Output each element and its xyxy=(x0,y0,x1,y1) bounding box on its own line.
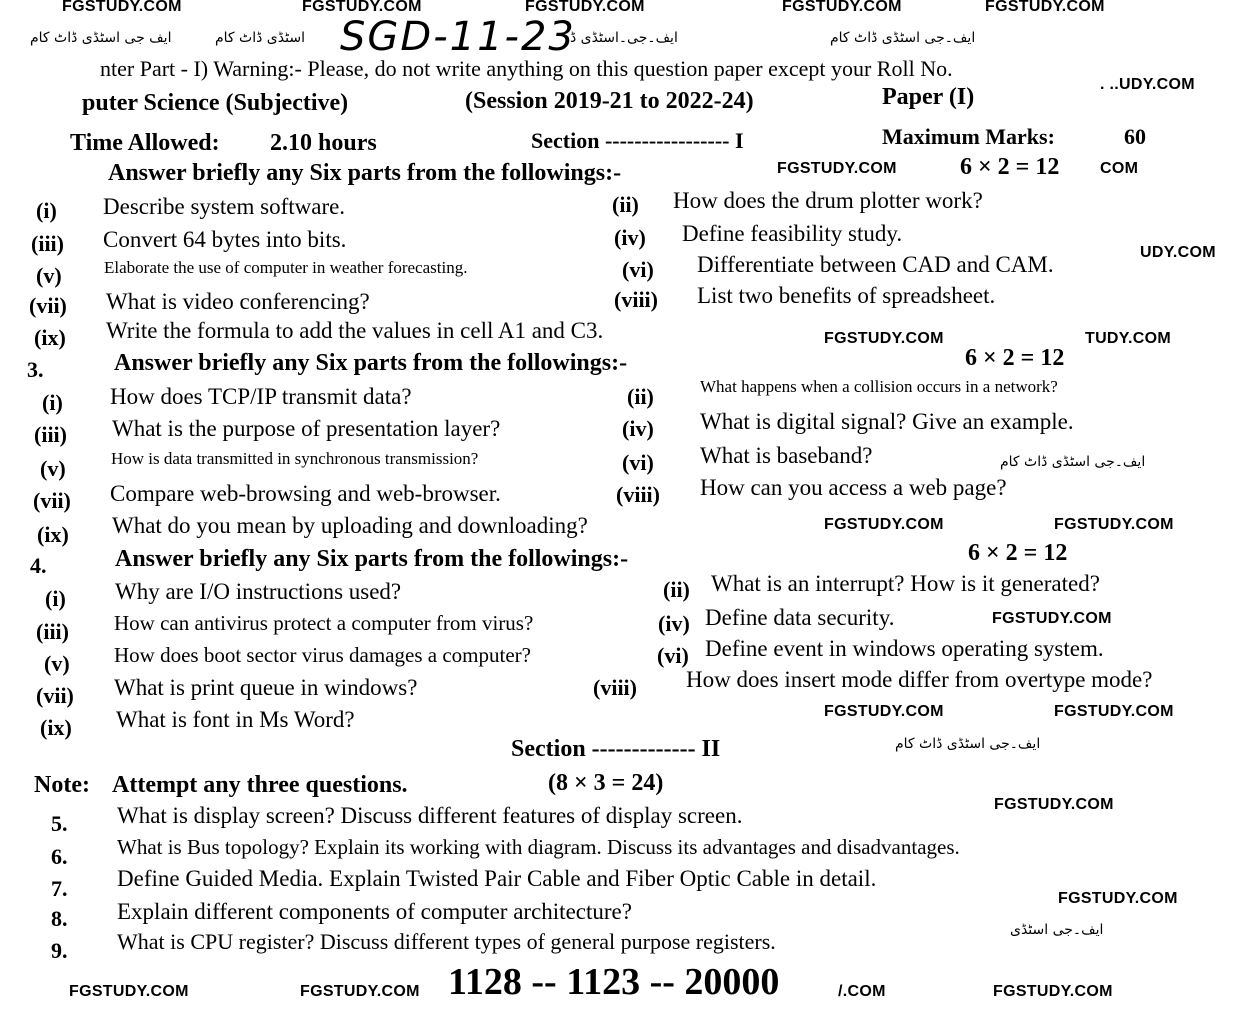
max-marks-value: 60 xyxy=(1124,124,1146,149)
urdu-watermark-5: ایف۔جی اسٹڈی ڈاٹ کام xyxy=(1000,454,1146,470)
watermark-bottom-1: FGSTUDY.COM xyxy=(69,983,189,1000)
q4-heading: Answer briefly any Six parts from the followings:- xyxy=(115,546,629,572)
q3-part-text: Compare web-browsing and web-browser. xyxy=(110,481,501,506)
q3-part-text: How is data transmitted in synchronous transmission? xyxy=(111,449,479,468)
q4-part-text: Why are I/O instructions used? xyxy=(115,579,402,604)
time-allowed-label: Time Allowed: xyxy=(70,130,220,156)
q2-part-num: (i) xyxy=(36,198,57,223)
watermark-right-5: FGSTUDY.COM xyxy=(1054,516,1174,533)
watermark-top-3: FGSTUDY.COM xyxy=(525,0,645,15)
q2-part-num: (vii) xyxy=(29,293,67,318)
q4-part-num: (i) xyxy=(45,586,66,611)
q4-part-num: (viii) xyxy=(593,675,637,700)
session-label: (Session 2019-21 to 2022-24) xyxy=(465,88,754,114)
q2-part-text: Elaborate the use of computer in weather forecasting. xyxy=(104,258,468,277)
watermark-inline-6: FGSTUDY.COM xyxy=(994,796,1114,813)
warning-line: nter Part - I) Warning:- Please, do not write anything on this question paper except your Roll No. xyxy=(100,56,953,81)
q3-part-text: How can you access a web page? xyxy=(700,475,1007,500)
q3-marks: 6 × 2 = 12 xyxy=(965,345,1065,371)
urdu-watermark-6: ایف۔جی اسٹڈی ڈاٹ کام xyxy=(895,736,1041,752)
q2-part-text: What is video conferencing? xyxy=(106,289,370,314)
paper-label: Paper (I) xyxy=(882,84,975,110)
q2-part-num: (iii) xyxy=(31,231,64,256)
q4-part-text: What is font in Ms Word? xyxy=(116,707,355,732)
q2-part-num: (iv) xyxy=(614,225,646,250)
q4-part-text: Define event in windows operating system. xyxy=(705,636,1104,661)
q3-part-num: (ix) xyxy=(37,522,69,547)
q4-part-text: How does insert mode differ from overtype mode? xyxy=(686,667,1153,692)
long-question-num: 5. xyxy=(51,811,68,836)
q3-part-text: What do you mean by uploading and downloading? xyxy=(112,513,588,538)
q3-part-num: (iv) xyxy=(622,416,654,441)
long-question-text: What is Bus topology? Explain its working with diagram. Discuss its advantages and disadvantages. xyxy=(117,835,960,859)
q4-number: 4. xyxy=(30,553,47,578)
watermark-inline-5: FGSTUDY.COM xyxy=(824,703,944,720)
q3-part-text: How does TCP/IP transmit data? xyxy=(110,384,412,409)
watermark-inline-3: FGSTUDY.COM xyxy=(824,516,944,533)
q4-part-num: (vi) xyxy=(657,643,689,668)
subject-title: puter Science (Subjective) xyxy=(82,90,349,116)
paper-code: SGD-11-23 xyxy=(340,14,576,60)
q2-part-num: (vi) xyxy=(622,257,654,282)
q2-part-num: (viii) xyxy=(614,287,658,312)
q2-part-num: (v) xyxy=(36,263,62,288)
q4-part-text: How does boot sector virus damages a computer? xyxy=(114,643,531,667)
q3-part-num: (vi) xyxy=(622,450,654,475)
watermark-top-4: FGSTUDY.COM xyxy=(782,0,902,15)
q2-part-num: (ix) xyxy=(34,325,66,350)
q2-part-text: Differentiate between CAD and CAM. xyxy=(697,252,1054,277)
long-question-num: 6. xyxy=(51,844,68,869)
time-allowed-value: 2.10 hours xyxy=(270,130,377,156)
q2-part-text: Define feasibility study. xyxy=(682,221,903,246)
q3-part-num: (i) xyxy=(42,390,63,415)
q2-heading: Answer briefly any Six parts from the followings:- xyxy=(108,160,622,186)
long-question-num: 7. xyxy=(51,876,68,901)
note-text: Attempt any three questions. xyxy=(112,772,408,798)
watermark-right-2: COM xyxy=(1100,160,1139,177)
watermark-right-4: TUDY.COM xyxy=(1085,330,1171,347)
q4-part-text: What is an interrupt? How is it generated? xyxy=(711,571,1100,596)
q4-part-text: Define data security. xyxy=(705,605,895,630)
long-question-num: 8. xyxy=(51,906,68,931)
q3-part-num: (iii) xyxy=(34,422,67,447)
q3-part-text: What happens when a collision occurs in a network? xyxy=(700,377,1058,396)
long-question-num: 9. xyxy=(51,938,68,963)
watermark-top-1: FGSTUDY.COM xyxy=(62,0,182,15)
q3-part-num: (v) xyxy=(40,456,66,481)
urdu-watermark-1: ایف جی اسٹڈی ڈاٹ کام xyxy=(30,30,172,46)
q3-part-text: What is baseband? xyxy=(700,443,873,468)
urdu-watermark-3: اسٹڈی ڈاٹ کام xyxy=(215,30,305,46)
urdu-watermark-4: ایف۔جی اسٹڈی ڈاٹ کام xyxy=(830,30,976,46)
section-two-marks: (8 × 3 = 24) xyxy=(548,770,664,796)
watermark-right-1: . ..UDY.COM xyxy=(1100,76,1195,93)
q2-part-text: Describe system software. xyxy=(103,194,346,219)
q3-part-num: (vii) xyxy=(33,488,71,513)
section-two-title: Section ------------- II xyxy=(511,736,721,762)
q2-part-text: Convert 64 bytes into bits. xyxy=(103,227,347,252)
watermark-right-7: FGSTUDY.COM xyxy=(1058,890,1178,907)
long-question-text: Define Guided Media. Explain Twisted Pair Cable and Fiber Optic Cable in detail. xyxy=(117,866,877,891)
q3-part-num: (viii) xyxy=(616,482,660,507)
section-one-label: Section ----------------- I xyxy=(531,128,744,153)
q4-part-num: (iii) xyxy=(36,619,69,644)
urdu-watermark-2: ایف۔جی۔اسٹڈی ڈ xyxy=(570,30,678,46)
q3-heading: Answer briefly any Six parts from the followings:- xyxy=(114,350,628,376)
q4-marks: 6 × 2 = 12 xyxy=(968,540,1068,566)
q4-part-num: (iv) xyxy=(658,611,690,636)
q2-part-text: How does the drum plotter work? xyxy=(673,188,983,213)
urdu-watermark-7: ایف۔جی اسٹڈی xyxy=(1010,922,1104,938)
q4-part-text: How can antivirus protect a computer from virus? xyxy=(114,611,534,635)
watermark-inline-2: FGSTUDY.COM xyxy=(824,330,944,347)
max-marks-label: Maximum Marks: xyxy=(882,124,1055,149)
q4-part-num: (ii) xyxy=(663,577,690,602)
note-label: Note: xyxy=(34,772,90,798)
watermark-bottom-4: FGSTUDY.COM xyxy=(993,983,1113,1000)
q4-part-num: (v) xyxy=(44,651,70,676)
watermark-bottom-3: /.COM xyxy=(838,983,886,1000)
q2-part-text: Write the formula to add the values in cell A1 and C3. xyxy=(106,318,604,343)
watermark-top-2: FGSTUDY.COM xyxy=(302,0,422,15)
q3-part-text: What is digital signal? Give an example. xyxy=(700,409,1074,434)
watermark-right-3: UDY.COM xyxy=(1140,244,1216,261)
watermark-right-6: FGSTUDY.COM xyxy=(1054,703,1174,720)
long-question-text: What is CPU register? Discuss different types of general purpose registers. xyxy=(117,929,776,954)
long-question-text: What is display screen? Discuss different features of display screen. xyxy=(117,803,743,828)
q2-part-num: (ii) xyxy=(612,192,639,217)
watermark-inline-1: FGSTUDY.COM xyxy=(777,160,897,177)
q4-part-text: What is print queue in windows? xyxy=(114,675,418,700)
watermark-inline-4: FGSTUDY.COM xyxy=(992,610,1112,627)
watermark-top-5: FGSTUDY.COM xyxy=(985,0,1105,15)
q3-part-text: What is the purpose of presentation layer? xyxy=(112,416,501,441)
q4-part-num: (ix) xyxy=(40,715,72,740)
q4-part-num: (vii) xyxy=(36,683,74,708)
q2-part-text: List two benefits of spreadsheet. xyxy=(697,283,996,308)
q3-number: 3. xyxy=(27,357,44,382)
watermark-bottom-2: FGSTUDY.COM xyxy=(300,983,420,1000)
q2-marks: 6 × 2 = 12 xyxy=(960,154,1060,180)
footer-code: 1128 -- 1123 -- 20000 xyxy=(448,961,780,1003)
long-question-text: Explain different components of computer architecture? xyxy=(117,899,632,924)
q3-part-num: (ii) xyxy=(627,384,654,409)
